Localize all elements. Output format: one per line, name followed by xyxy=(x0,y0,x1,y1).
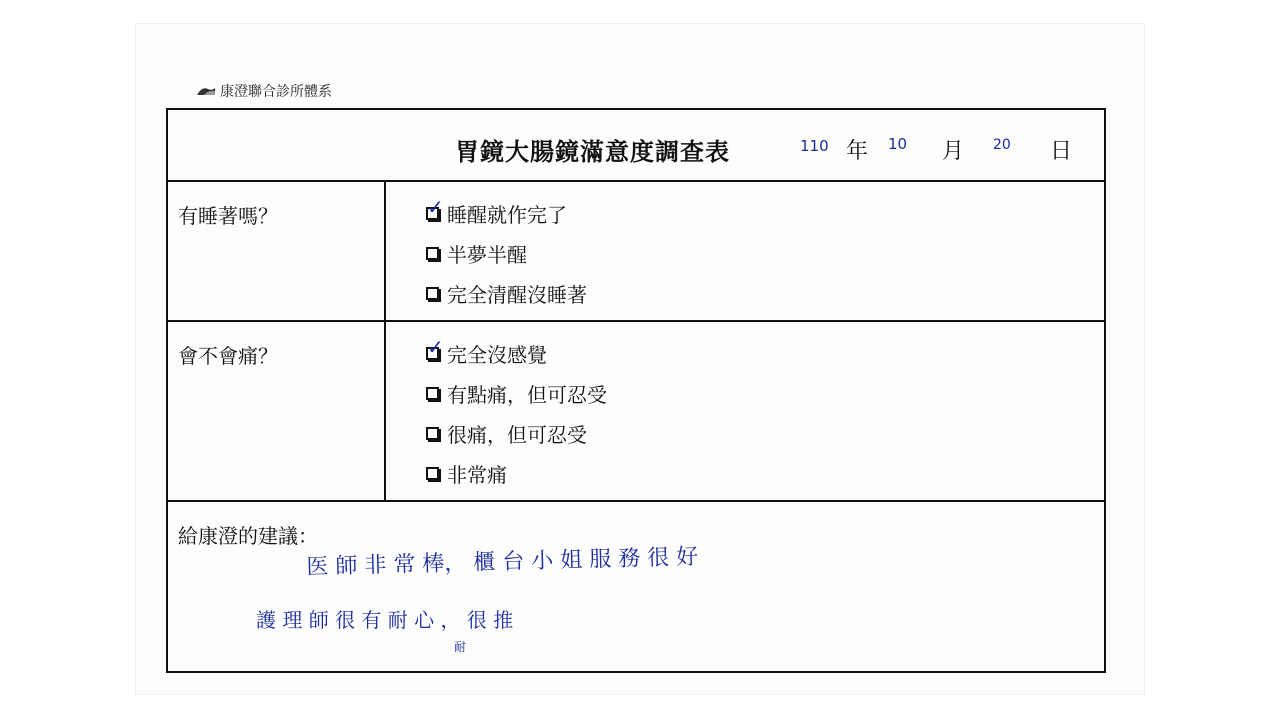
option-sleep-1[interactable] xyxy=(426,195,567,228)
handwritten-correction: 耐 xyxy=(454,640,467,654)
question-sleep: 有睡著嗎？ xyxy=(178,204,278,228)
check-mark-icon: ✓ xyxy=(427,335,444,359)
checkbox-checked[interactable] xyxy=(426,335,444,360)
option-label: 很痛，但可忍受 xyxy=(447,423,587,447)
month-value: 10 xyxy=(888,135,908,153)
divider-q1 xyxy=(168,320,1104,322)
divider-title xyxy=(168,180,1104,182)
option-sleep-2[interactable] xyxy=(426,239,527,268)
org-header xyxy=(196,81,332,101)
check-mark-icon: ✓ xyxy=(427,195,444,219)
year-unit: 年 xyxy=(846,139,869,164)
option-pain-1[interactable] xyxy=(426,335,547,368)
day-unit: 日 xyxy=(1050,139,1073,164)
divider-q2 xyxy=(168,500,1104,502)
option-label: 半夢半醒 xyxy=(447,243,527,267)
option-label: 完全沒感覺 xyxy=(447,343,547,367)
org-name: 康澄聯合診所體系 xyxy=(220,84,332,100)
day-value: 20 xyxy=(993,137,1011,153)
clinic-logo-icon xyxy=(196,85,216,97)
survey-form xyxy=(166,108,1106,673)
option-label: 睡醒就作完了 xyxy=(447,203,567,227)
checkbox[interactable] xyxy=(426,467,439,480)
month-unit: 月 xyxy=(942,139,965,164)
checkbox[interactable] xyxy=(426,287,439,300)
option-sleep-3[interactable] xyxy=(426,279,587,308)
option-pain-2[interactable] xyxy=(426,379,607,408)
option-pain-4[interactable] xyxy=(426,459,507,488)
year-value: 110 xyxy=(800,137,829,155)
checkbox-checked[interactable] xyxy=(426,195,444,220)
checkbox[interactable] xyxy=(426,247,439,260)
handwritten-comment-line2: 護 理 師 很 有 耐 心 ， 很 推 xyxy=(256,608,514,632)
option-label: 完全清醒沒睡著 xyxy=(447,283,587,307)
handwritten-comment-line1: 医 師 非 常 棒， 櫃 台 小 姐 服 務 很 好 xyxy=(306,544,699,580)
checkbox[interactable] xyxy=(426,387,439,400)
option-label: 非常痛 xyxy=(447,463,507,487)
suggestion-label: 給康澄的建議： xyxy=(178,524,318,548)
option-label: 有點痛，但可忍受 xyxy=(447,383,607,407)
option-pain-3[interactable] xyxy=(426,419,587,448)
checkbox[interactable] xyxy=(426,427,439,440)
question-pain: 會不會痛？ xyxy=(178,344,278,368)
column-divider xyxy=(384,180,386,500)
form-title: 胃鏡大腸鏡滿意度調查表 xyxy=(455,138,730,166)
